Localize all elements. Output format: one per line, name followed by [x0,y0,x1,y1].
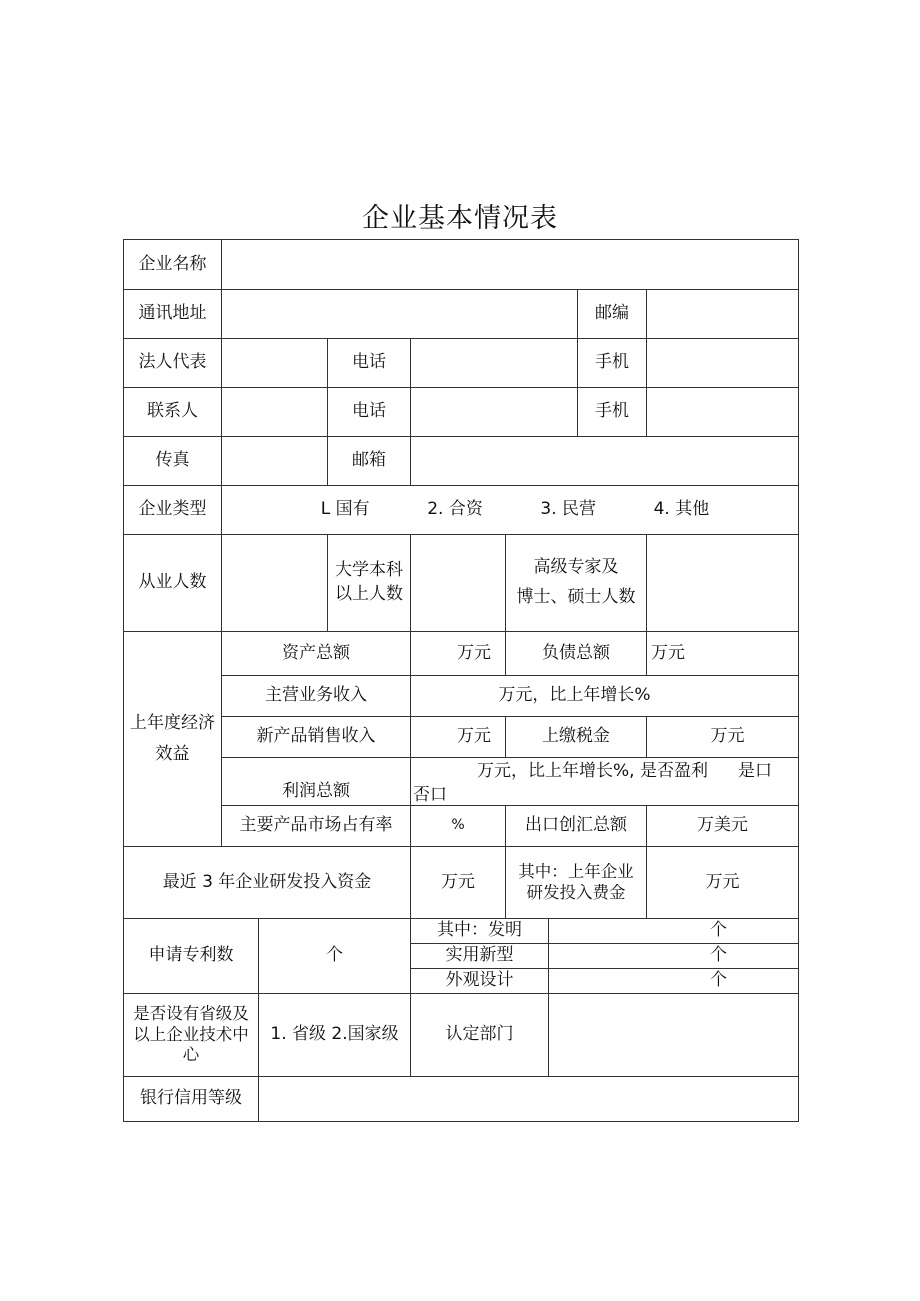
field-legal-rep[interactable] [221,338,328,388]
label-contact-mobile: 手机 [577,387,647,437]
label-expert-count [505,534,647,632]
label-email: 邮箱 [327,436,411,486]
field-enterprise-name[interactable] [221,239,799,290]
label-rd-last-year [505,846,647,919]
field-utility-model[interactable] [548,943,799,969]
field-bachelor-count[interactable] [410,534,506,632]
field-market-share[interactable] [410,805,506,847]
label-address: 通讯地址 [123,289,222,339]
label-tech-center [123,993,259,1077]
label-utility-model: 实用新型 [410,943,549,969]
label-contact-phone: 电话 [327,387,411,437]
unit-total-debt: 万元 [651,642,685,663]
field-staff-count[interactable] [221,534,328,632]
field-export-total[interactable] [646,805,799,847]
label-bachelor-line2: 以上人数 [335,584,403,604]
page-title: 企业基本情况表 [362,203,558,234]
field-contact[interactable] [221,387,328,437]
label-staff-count: 从业人数 [123,534,222,632]
field-main-revenue[interactable] [410,675,799,717]
label-bank-credit: 银行信用等级 [123,1076,259,1122]
label-economic-benefit [123,631,222,847]
field-postcode[interactable] [646,289,799,339]
field-enterprise-type[interactable] [221,485,799,535]
label-total-debt: 负债总额 [505,631,647,676]
label-contact: 联系人 [123,387,222,437]
unit-total-assets: 万元 [457,642,491,663]
field-contact-phone[interactable] [410,387,578,437]
label-patent-count: 申请专利数 [123,918,259,994]
profit-yes-checkbox[interactable]: 是口 [737,761,772,781]
type-option-other[interactable]: 4. 其他 [653,499,710,520]
unit-tax-paid: 万元 [710,726,745,747]
type-option-private[interactable]: 3. 民营 [540,499,597,520]
field-total-assets[interactable] [410,631,506,676]
tech-center-options: 1. 省级 2.国家级 [270,1024,399,1045]
label-legal-rep-mobile: 手机 [577,338,647,388]
label-legal-rep-phone: 电话 [327,338,411,388]
field-total-profit[interactable] [410,757,799,806]
field-legal-rep-phone[interactable] [410,338,578,388]
label-economic-line1: 上年度经济 [130,713,215,734]
label-bachelor-line1: 大学本科 [335,560,403,581]
field-legal-rep-mobile[interactable] [646,338,799,388]
unit-invention: 个 [710,920,727,941]
field-rd-last-year[interactable] [646,846,799,919]
field-new-product-revenue[interactable] [410,716,506,758]
label-postcode: 邮编 [577,289,647,339]
label-rd-last-line2: 研发投入费金 [526,882,626,902]
label-enterprise-type: 企业类型 [123,485,222,535]
type-option-state-owned[interactable]: L 国有 [320,499,370,520]
label-cert-dept: 认定部门 [410,993,549,1077]
label-enterprise-name: 企业名称 [123,239,222,290]
label-main-revenue: 主营业务收入 [221,675,411,717]
label-legal-rep: 法人代表 [123,338,222,388]
field-patent-count[interactable] [258,918,411,994]
label-market-share: 主要产品市场占有率 [221,805,411,847]
label-rd-3yr: 最近 3 年企业研发投入资金 [123,846,411,919]
label-design: 外观设计 [410,968,549,994]
label-expert-line2: 博士、硕士人数 [516,587,636,607]
field-bank-credit[interactable] [258,1076,799,1122]
unit-rd-3yr: 万元 [441,871,475,892]
label-tax-paid: 上缴税金 [505,716,647,758]
label-expert-line1: 高级专家及 [533,557,619,578]
field-cert-dept[interactable] [548,993,799,1077]
type-option-joint-venture[interactable]: 2. 合资 [427,499,483,520]
field-expert-count[interactable] [646,534,799,632]
label-invention: 其中：发明 [410,918,549,944]
label-fax: 传真 [123,436,222,486]
unit-rd-last-year: 万元 [705,871,740,892]
label-rd-last-line1: 其中：上年企业 [518,861,634,881]
field-email[interactable] [410,436,799,486]
main-revenue-growth-text: 万元，比上年增长% [498,685,651,706]
field-contact-mobile[interactable] [646,387,799,437]
profit-no-checkbox[interactable]: 否口 [413,784,447,805]
label-total-profit [221,757,411,806]
label-total-assets: 资产总额 [221,631,411,676]
unit-new-product: 万元 [457,726,491,747]
label-export-total: 出口创汇总额 [505,805,647,847]
field-total-debt[interactable] [646,631,799,676]
field-fax[interactable] [221,436,328,486]
field-rd-3yr[interactable] [410,846,506,919]
label-total-profit-text: 利润总额 [282,781,350,802]
field-invention[interactable] [548,918,799,944]
field-tax-paid[interactable] [646,716,799,758]
unit-design: 个 [710,970,727,991]
label-economic-line2: 效益 [155,744,190,764]
unit-patent-total: 个 [326,945,343,966]
unit-usd: 万美元 [697,815,748,836]
label-new-product-revenue: 新产品销售收入 [221,716,411,758]
label-bachelor-count [327,534,411,632]
profit-growth-text: 万元，比上年增长%, 是否盈利 [477,761,708,781]
field-design[interactable] [548,968,799,994]
unit-utility: 个 [710,945,727,966]
field-tech-center-level[interactable] [258,993,411,1077]
unit-percent: % [451,817,465,834]
label-tech-center-text: 是否设有省级及以上企业技术中心 [133,1004,249,1065]
field-address[interactable] [221,289,578,339]
